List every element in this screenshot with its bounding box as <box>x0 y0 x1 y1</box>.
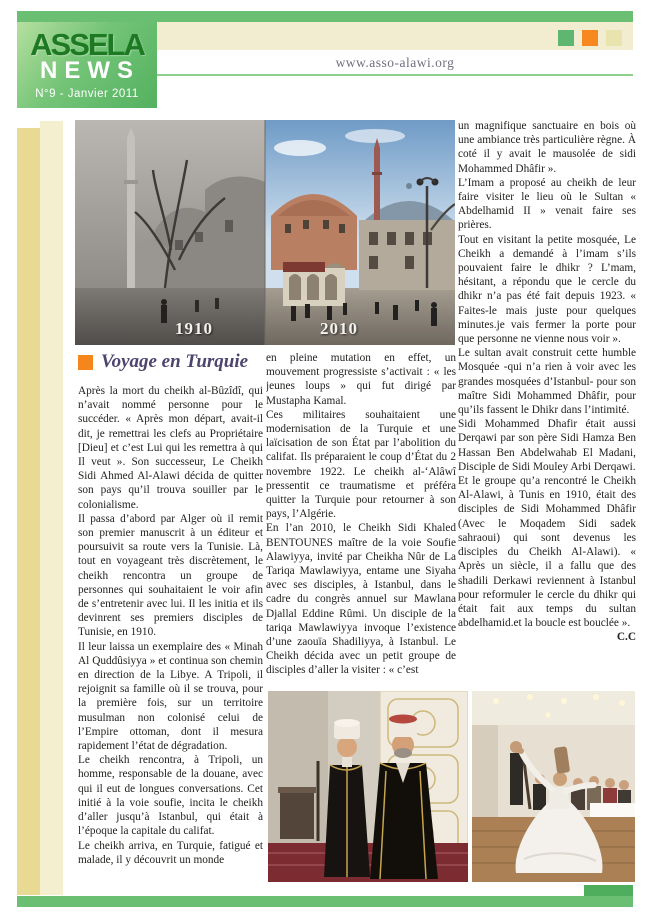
author-signature: C.C <box>616 631 636 644</box>
paragraph: Tout en visitant la petite mosquée, Le Cheikh a demandé à l’imam s’ils pouvaient faire le dhikr ? L’mam, hésitant, a répondu que le cercle du dhikr n’a pas été fait depuis 1923. « Faites-le mais juste pour quelques minutes.je vais fermer la porte pour que personne ne vienne nous voir ». <box>458 233 636 346</box>
paragraph: Après la mort du cheikh al-Bûzîdî, qui n’avait nommé personne pour le succéder. « Après mon départ, avait-il dit, je remettrai les clefs au Propriétaire [Dieu] et c’est Lui qui les remettra à qui Il veut ». Son successeur, Le Cheikh Sidi Ahmed Al-Alawi décida de quitter son pays qu’il trouva souiller par le colonialisme. <box>78 385 263 511</box>
text-column-3 <box>458 119 636 685</box>
paragraph: Le cheikh arriva, en Turquie, fatigué et malade, il y découvrit un monde <box>78 839 263 866</box>
deco-square-green <box>558 30 574 46</box>
istanbul-1910-2010-photo <box>75 120 455 345</box>
imams-photo <box>268 691 468 882</box>
photo-year-label-2010: 2010 <box>320 319 358 338</box>
paragraph: Il leur laissa un exemplaire des « Minah Al Quddûsiyya » et continua son chemin en direction de la Libye. A Tripoli, il rejoignit sa famille où il se trouva, pour la première fois, sur un territoire musulman non colonisé celui de l’Empire ottoman, dont il mesura rapidement l’état de dégradation. <box>78 640 263 753</box>
assela-news-logo <box>17 22 157 108</box>
deco-square-orange <box>582 30 598 46</box>
paragraph: Le sultan avait construit cette humble Mosquée -qui n’a rien à voir avec les grandes mosquées d’Istanbul- pour son maître Sidi Mohammed Dhâfir, pour qu’ils fassent le Dhikr dans l’intimité. <box>458 347 636 417</box>
paragraph: Sidi Mohammed Dhafir était aussi Derqawi par son père Sidi Hamza Ben Hassan Ben Abdelwahab El Madani, Disciple de Sidi Mouley Arbi Derqawi. <box>458 418 636 473</box>
paragraph: Le cheikh rencontra, à Tripoli, un homme, responsable de la douane, avec qui il eut de longues conversations. Cet initié à la voie soufie, incita le cheikh d’aller jusqu’à Istanbul, qui était à l’époque la capitale du califat. <box>78 754 263 838</box>
imams-photo-illustration <box>268 691 468 882</box>
deco-square-beige <box>606 30 622 46</box>
istanbul-photo-illustration <box>75 120 455 345</box>
header-green-rule <box>157 74 633 76</box>
issue-number: N°9 - Janvier 2011 <box>35 87 139 100</box>
paragraph: en pleine mutation en effet, un mouvement progressiste s’activait : « les jeunes loups » qui fut dirigé par Mustapha Kamal. <box>266 352 456 407</box>
orange-bullet-square <box>78 355 93 370</box>
paragraph: En l’an 2010, le Cheikh Sidi Khaled BENTOUNES maître de la voie Soufie Alawiyya, invité par Cheikha Nûr de La Tariqa Mawlawiyya, entame une Siyaha avec ses disciples, à Istanbul, dans le cadre du congrès annuel sur Mawlana Djallal Eddine Rûmi. Un disciple de la tariqa Mawlawiyya invoque l’existence d’une zaouïa Shadiliyya, à Istanbul. Le Cheikh décida avec un petit groupe de disciples d’aller la visiter : « c’est <box>266 522 456 677</box>
left-strip-light <box>40 121 63 895</box>
paragraph: un magnifique sanctuaire en bois où une ambiance très particulière règne. À coté il y avait le mausolée de sidi Mohammed Dhâfir ». <box>458 120 636 175</box>
text-column-1 <box>78 384 263 892</box>
website-url: www.asso-alawi.org <box>335 55 455 70</box>
paragraph: L’Imam a proposé au cheikh de leur faire visiter le lieu où le Sultan « Abdelhamid II » venait faire ses prières. <box>458 176 636 232</box>
dervish-photo <box>472 691 635 882</box>
photo-year-label-1910: 1910 <box>175 319 213 338</box>
article-title: Voyage en Turquie <box>101 351 249 372</box>
text-column-2 <box>266 351 456 687</box>
article-title-row <box>78 351 264 373</box>
logo-assela-text: ASSELA <box>30 26 144 62</box>
logo-news-text: NEWS <box>40 56 140 84</box>
dervish-photo-illustration <box>472 691 635 882</box>
left-strip-dark <box>17 128 40 895</box>
paragraph: Et le groupe qu’a rencontré le Cheikh Al-Alawi, à Tunis en 1910, était des disciples de Sidi Mohammed Dhâfir (Avec le Moqadem Sidi sadek sahraoui) qui sont devenus les disciples du Cheikh Al-Alawi). « Après un siècle, il a fallu que des shadili Derkawi reviennent à Istanbul pour reformuler le cercle du dhikr qui était fait aux temps du sultan abdelhamid.et la boucle est bouclée ». <box>458 475 636 630</box>
paragraph: Il passa d’abord par Alger où il remit son premier manuscrit à un éditeur et poursuivit sa route vers la Tunisie. Là, tout en voyageant très discrètement, le cheikh rencontra un groupe de personnes qui souhaitaient le voir afin de s’entretenir avec lui. Il les initia et ils devinrent ses premiers disciples de Tunisie, en 1910. <box>78 512 263 639</box>
paragraph: Ces militaires souhaitaient une modernisation de la Turquie et une laïcisation de son État par l’abolition du califat. Ils préparaient le coup d’État du 2 novembre 1922. Le cheikh al-‘Alâwî pressentit ce traumatisme et préféra quitter la Turquie pour retourner à son pays, l’Algérie. <box>266 408 456 521</box>
footer-green-bar <box>17 896 633 907</box>
